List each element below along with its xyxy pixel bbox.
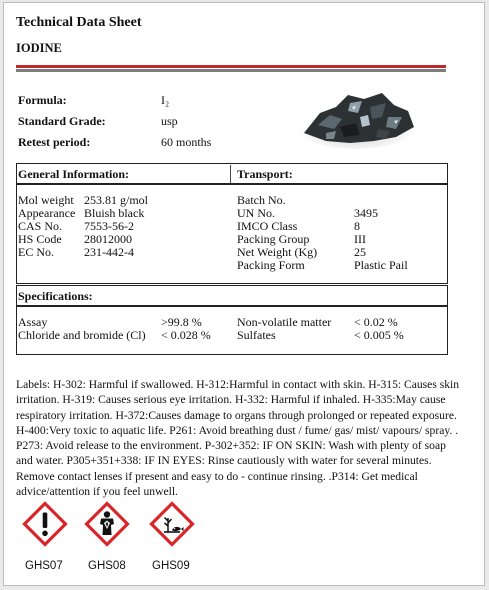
general-value: Bluish black (84, 206, 145, 220)
general-header-divider (16, 183, 448, 185)
iodine-crystals-photo (290, 77, 424, 155)
data-sheet (3, 2, 485, 586)
transport-value: III (354, 232, 366, 246)
transport-value: Plastic Pail (354, 258, 408, 272)
header-divider-red (16, 65, 446, 68)
exclamation-mark-icon (22, 501, 68, 547)
spec-label: Sulfates (237, 328, 276, 342)
ghs-code-label: GHS09 (152, 560, 190, 572)
spec-label: Non-volatile matter (237, 315, 332, 329)
spec-header-divider (16, 305, 448, 307)
header-divider-gray (16, 69, 446, 72)
header-column-divider (230, 165, 231, 183)
retest-value: 60 months (161, 135, 212, 149)
general-label: Mol weight (18, 193, 74, 207)
general-label: HS Code (18, 232, 62, 246)
spec-value: < 0.005 % (354, 328, 404, 342)
grade-label: Standard Grade: (18, 114, 106, 128)
formula-value: I₂ (161, 93, 170, 107)
transport-label: Net Weight (Kg) (237, 245, 318, 259)
spec-value: >99.8 % (161, 315, 202, 329)
transport-value: 8 (354, 219, 360, 233)
general-value: 231-442-4 (84, 245, 134, 259)
general-label: Appearance (18, 206, 76, 220)
grade-value: usp (161, 114, 178, 128)
general-value: 253.81 g/mol (84, 193, 149, 207)
transport-label: UN No. (237, 206, 275, 220)
product-name: IODINE (16, 41, 62, 55)
page-title: Technical Data Sheet (16, 15, 142, 30)
general-value: 28012000 (84, 232, 132, 246)
ghs-code-label: GHS07 (25, 560, 63, 572)
transport-label: Packing Group (237, 232, 310, 246)
transport-label: Packing Form (237, 258, 305, 272)
hazard-statements: Labels: H-302: Harmful if swallowed. H-312:Harmful in contact with skin. H-315: Causes skin irritation. H-319: Causes serious eye irritation. H-332: Harmful if inhaled. H-335:May cause respiratory irritation. H-372:Causes damage to organs through prolonged or repeated exposure. H-400:Very toxic to aquatic life. P261: Avoid breathing dust / fume/ gas/ mist/ vapours/ spray. . P273: Avoid release to the environment. P-302+352: IF ON SKIN: Wash with plenty of soap and water. P305+351+338: IF IN EYES: Rinse cautiously with water for several minutes. Remove contact lenses if present and easy to do - continue rinsing. .P314: Get medical advice/attention if you feel unwell. (16, 378, 460, 499)
ghs-code-label: GHS08 (88, 560, 126, 572)
health-hazard-icon (84, 501, 130, 547)
environment-hazard-icon (149, 501, 195, 547)
transport-label: IMCO Class (237, 219, 298, 233)
transport-value: 25 (354, 245, 366, 259)
transport-label: Batch No. (237, 193, 286, 207)
spec-value: < 0.02 % (354, 315, 398, 329)
specifications-heading: Specifications: (18, 289, 93, 303)
spec-value: < 0.028 % (161, 328, 211, 342)
spec-label: Assay (18, 315, 48, 329)
formula-label: Formula: (18, 93, 67, 107)
transport-value: 3495 (354, 206, 378, 220)
general-value: 7553-56-2 (84, 219, 134, 233)
retest-label: Retest period: (18, 135, 91, 149)
general-heading: General Information: (18, 167, 129, 181)
spec-label: Chloride and bromide (Cl) (18, 328, 146, 342)
general-label: CAS No. (18, 219, 63, 233)
transport-heading: Transport: (237, 167, 293, 181)
general-label: EC No. (18, 245, 54, 259)
